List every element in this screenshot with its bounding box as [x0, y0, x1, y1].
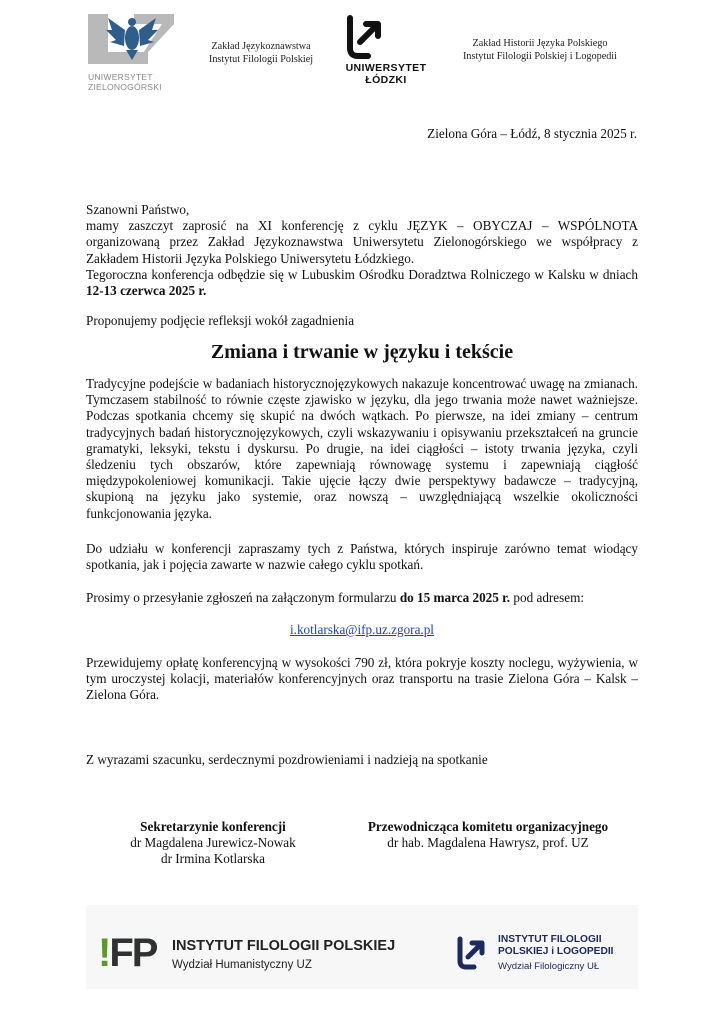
submission-text: Prosimy o przesyłanie zgłoszeń na załączonym formularzu	[86, 590, 400, 605]
dept2-line1: Zakład Historii Języka Polskiego	[472, 38, 608, 49]
intro-paragraph: mamy zaszczyt zaprosić na XI konferencję z cyklu JĘZYK – OBYCZAJ – WSPÓLNOTA organizowaną przez Zakład Językoznawstwa Uniwersytetu Zielonogórskiego we współpracy z Zakładem Historii Języka Polskiego Uniwersytetu Łódzkiego.	[86, 218, 638, 266]
venue-paragraph	[86, 267, 638, 299]
conference-title: Zmiana i trwanie w języku i tekście	[210, 341, 514, 363]
ifpl-name-line2: POLSKIEJ i LOGOPEDII	[498, 946, 614, 957]
invitation-paragraph: Do udziału w konferencji zapraszamy tych z Państwa, których inspiruje zarówno temat wiodący spotkania, jak i pojęcia zawarte w nazwie całego cyklu spotkań.	[86, 541, 638, 573]
ul-logo-line1: UNIWERSYTET	[345, 62, 427, 74]
ifp-name: INSTYTUT FILOLOGII POLSKIEJ	[172, 938, 396, 954]
proposal-line: Proponujemy podjęcie refleksji wokół zagadnienia	[86, 313, 355, 328]
dept1-line1: Zakład Językoznawstwa	[211, 41, 311, 52]
signature-right-name1: dr hab. Magdalena Hawrysz, prof. UZ	[387, 835, 589, 851]
topic-paragraph: Tradycyjne podejście w badaniach historycznojęzykowych nakazuje koncentrować uwagę na zmianach. Tymczasem stabilność to równie częste zjawisko w języku, dla jego trwania może nawet ważniejsze. Podczas spotkania chcemy się skupić na dwóch wątkach. Po pierwsze, na idei zmiany – centrum tradycyjnych badań historycznojęzykowych, czyli wskazywaniu i opisywaniu przekształceń na gruncie gramatyki, leksyki, tekstu i dyskursu. Po drugie, na idei ciągłości – istoty trwania języka, czyli śledzeniu tych obszarów, które zapewniają równowagę systemu i zapewniają ciągłość międzypokoleniowej komunikacji. Takie ujęcie łączy dwie perspektywy badawcze – tradycyjną, skupioną na języku jako systemie, oraz nowszą – uwzględniającą wszelkie okoliczności funkcjonowania języka.	[86, 376, 638, 521]
letter-opening	[86, 202, 638, 299]
submission-address-label: pod adresem:	[510, 590, 585, 605]
signature-chair	[350, 819, 626, 851]
email-link[interactable]: i.kotlarska@ifp.uz.zgora.pl	[290, 622, 434, 637]
ul-logo-text	[332, 62, 440, 86]
fee-paragraph: Przewidujemy opłatę konferencyjną w wysokości 790 zł, która pokryje koszty noclegu, wyżywienia, w tym uroczystej kolacji, materiałów konferencyjnych oraz transportu na trasie Zielona Góra – Kalsk – Zielona Góra.	[86, 655, 638, 703]
dept-lodz	[440, 37, 640, 63]
ifp-logo-bang: !	[98, 931, 110, 975]
email-line	[86, 622, 638, 638]
submission-paragraph	[86, 590, 638, 606]
uz-logo-line1: UNIWERSYTET	[88, 72, 153, 82]
uz-logo	[86, 8, 178, 100]
ul-mark-icon	[332, 8, 440, 62]
ifpl-faculty: Wydział Filologiczny UŁ	[498, 961, 600, 972]
venue-text: Tegoroczna konferencja odbędzie się w Lubuskim Ośrodku Doradztwa Rolniczego w Kalsku w dniach	[86, 266, 638, 282]
greeting: Szanowni Państwo,	[86, 202, 190, 217]
signature-right-title: Przewodnicząca komitetu organizacyjnego	[367, 819, 609, 834]
ifp-logo-letters: FP	[109, 931, 157, 975]
signature-left-title: Sekretarzynie konferencji	[140, 819, 286, 834]
uz-eagle-icon	[86, 8, 178, 72]
dept2-line2: Instytut Filologii Polskiej i Logopedii	[463, 51, 617, 62]
signature-left-name2: dr Irmina Kotlarska	[161, 851, 265, 867]
ul-arrow-icon	[452, 933, 490, 973]
uz-logo-line2: ZIELONOGÓRSKI	[88, 82, 162, 92]
ifpl-logo-mark	[452, 933, 490, 973]
ul-logo	[332, 8, 440, 100]
closing-line: Z wyrazami szacunku, serdecznymi pozdrowieniami i nadzieją na spotkanie	[86, 752, 488, 767]
ifp-faculty: Wydział Humanistyczny UZ	[172, 959, 312, 971]
venue-dates: 12-13 czerwca 2025 r.	[86, 283, 207, 299]
ifpl-name-line1: INSTYTUT FILOLOGII	[498, 934, 602, 945]
submission-deadline: do 15 marca 2025 r.	[399, 590, 511, 605]
dept-zielona-gora	[196, 40, 326, 66]
dept1-line2: Instytut Filologii Polskiej	[208, 54, 314, 65]
ifpl-name	[498, 934, 638, 958]
uz-logo-text	[88, 72, 180, 92]
letter-date: Zielona Góra – Łódź, 8 stycznia 2025 r.	[427, 126, 637, 141]
signature-left-name1: dr Magdalena Jurewicz-Nowak	[130, 835, 296, 851]
ifp-logo-mark	[98, 933, 156, 973]
signature-secretaries	[86, 819, 340, 868]
ul-logo-line2: ŁÓDZKI	[365, 74, 407, 86]
